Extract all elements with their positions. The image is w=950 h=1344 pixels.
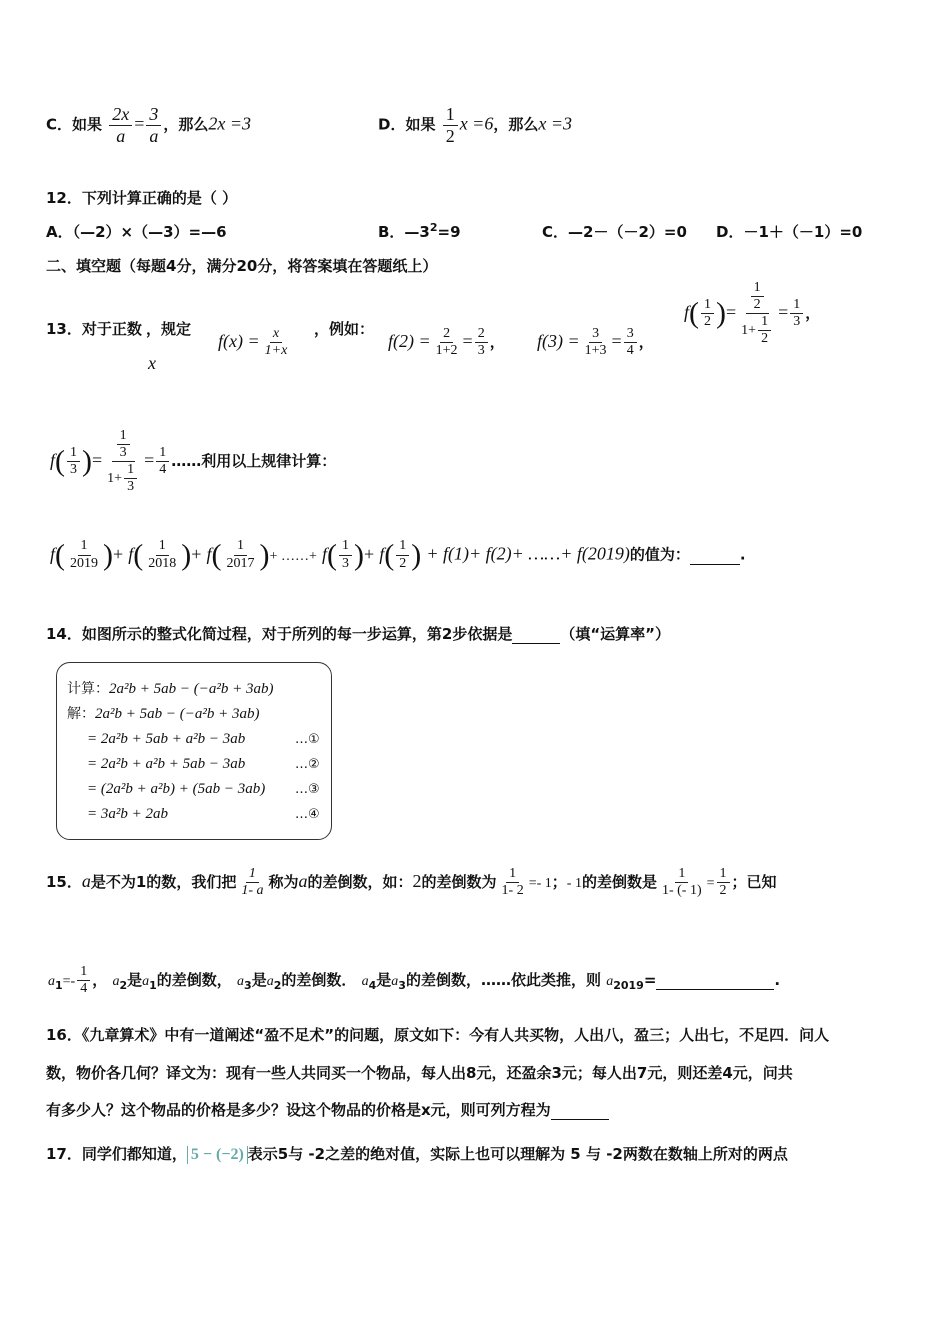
q13-sum-term-4: f( $\frac{1}{3}$ )+ bbox=[321, 538, 375, 571]
q13-sum: f( $\frac{1}{2019}$ )+ f( $\frac{1}{2018}$ )+ f( $\frac{1}{2017}$ )+ ……+ f( $\frac{1}{3}$ )+ f( $\frac{1}{2}$ ) + f(1)+ f(2)+ ……+ f(2019)的值为： . bbox=[50, 538, 746, 571]
q16-answer-blank[interactable] bbox=[551, 1101, 609, 1120]
calc-row: 计算：2a²b + 5ab − (−a²b + 3ab) bbox=[67, 681, 274, 697]
q14-stem: 14．如图所示的整式化简过程，对于所列的每一步运算，第2步依据是 （填“运算率”） bbox=[46, 625, 671, 643]
q13-ex4: f( $\frac{1}{3}$ )= $\frac{1}{3}$ 1+ $\frac{1}{3}$ = $\frac{1}{4}$ ……利用以上规律计算： bbox=[50, 428, 337, 495]
q13-var-x: x bbox=[148, 353, 156, 373]
q13-ex3: f( $\frac{1}{2}$ )= $\frac{1}{2}$ 1+ $\frac{1}{2}$ = $\frac{1}{3}$ ， bbox=[684, 280, 821, 347]
step-tag: …② bbox=[295, 757, 320, 772]
q13-answer-blank[interactable] bbox=[690, 545, 740, 565]
step-tag: …① bbox=[295, 732, 320, 747]
q12-option-a: A．（—2）×（—3）=—6 bbox=[46, 223, 227, 241]
step-row: = (2a²b + a²b) + (5ab − 3ab) …③ bbox=[67, 777, 321, 802]
q13-stem-b: ，规定 bbox=[146, 320, 192, 338]
q11-c-frac1: $\frac{2x}{a}$ bbox=[109, 104, 132, 146]
q12-option-c: C．—2－（－2）=0 bbox=[542, 223, 687, 241]
q13-sum-tail: + f(1)+ f(2)+ ……+ f(2019) bbox=[426, 543, 630, 564]
q13-sum-term-1: f( $\frac{1}{2019}$ )+ bbox=[50, 538, 124, 571]
q16-line1: 16．《九章算术》中有一道阐述“盈不足术”的问题，原文如下：今有人共买物，人出八，盈三；人出七，不足四．问人 bbox=[46, 1026, 830, 1044]
q13-ex1: f(2) = $\frac{2}{1+2}$ = $\frac{2}{3}$ ， bbox=[388, 326, 505, 359]
step-row: = 2a²b + a²b + 5ab − 3ab …② bbox=[67, 752, 321, 777]
q12-stem: 12．下列计算正确的是（ ） bbox=[46, 189, 238, 207]
q11-c-frac2: $\frac{3}{a}$ bbox=[146, 104, 161, 146]
q14-answer-blank[interactable] bbox=[512, 625, 560, 644]
q13-example: ，例如： bbox=[314, 320, 375, 338]
step-row: = 2a²b + 5ab + a²b − 3ab …① bbox=[67, 727, 321, 752]
q16-line3: 有多少人？这个物品的价格是多少？设这个物品的价格是x元，则可列方程为 bbox=[46, 1099, 609, 1120]
q13-fdef: f(x) = $\frac{x}{1+x}$ bbox=[218, 326, 288, 359]
q15-line2: $a_1=-$ $\frac{1}{4}$ ， $a_2$是$a_1$的差倒数， $a_3$是$a_2$的差倒数． $a_4$是$a_3$的差倒数，……依此类推，则 $a_{2019}=$ . bbox=[48, 964, 781, 997]
q17-abs-image: 5 − (−2) bbox=[187, 1146, 248, 1164]
q11-d-result: x =3 bbox=[538, 113, 572, 134]
q11-d-frac: $\frac{1}{2}$ bbox=[443, 104, 458, 146]
q12-option-b: B．$—3^2=9$ bbox=[378, 221, 461, 241]
step-row: = 3a²b + 2ab …④ bbox=[67, 802, 321, 827]
section-title: 二、填空题（每题4分，满分20分，将答案填在答题纸上） bbox=[46, 257, 438, 275]
q11-option-c: C．如果 $\frac{2x}{a}$ = $\frac{3}{a}$ ，那么2x =3 bbox=[46, 104, 252, 146]
q11-c-label: C．如果 bbox=[46, 115, 103, 134]
q15-line1: 15．a是不为1的数，我们把 $\frac{1}{1- a}$ 称为a的差倒数，如：2的差倒数为 $\frac{1}{1- 2}$ =- 1；- 1的差倒数是 $\frac{1}{1- (- 1)}$ = $\frac{1}{2}$ ；已知 bbox=[46, 866, 777, 899]
q13-sum-term-3: f( $\frac{1}{2017}$ )+ ……+ bbox=[206, 538, 317, 571]
step-tag: …③ bbox=[295, 782, 320, 797]
q13-sum-term-5: f( $\frac{1}{2}$ ) bbox=[379, 538, 422, 571]
solution-row: 解：2a²b + 5ab − (−a²b + 3ab) bbox=[67, 706, 260, 722]
q12-option-d: D．－1＋（－1）=0 bbox=[716, 223, 863, 241]
q13-ask: 的值为： bbox=[629, 545, 690, 564]
q11-d-label: D．如果 bbox=[378, 115, 436, 134]
q13-stem-a: 13．对于正数 bbox=[46, 320, 142, 338]
q13-sum-term-2: f( $\frac{1}{2018}$ )+ bbox=[128, 538, 202, 571]
step-tag: …④ bbox=[295, 807, 320, 822]
q11-option-d: D．如果 $\frac{1}{2}$ x =6，那么x =3 bbox=[378, 104, 572, 146]
q11-c-result: 2x =3 bbox=[208, 113, 252, 134]
q16-line2: 数，物价各几何？译文为：现有一些人共同买一个物品，每人出8元，还盈余3元；每人出7元，则还差4元，问共 bbox=[46, 1064, 793, 1082]
q17-line: 17．同学们都知道， 5 − (−2) 表示5与 -2之差的绝对值，实际上也可以理解为 5 与 -2两数在数轴上所对的两点 bbox=[46, 1145, 788, 1163]
q14-calc-box bbox=[56, 662, 332, 840]
q13-rule-text: ……利用以上规律计算： bbox=[171, 452, 337, 471]
q15-answer-blank[interactable] bbox=[656, 971, 774, 990]
q13-ex2: f(3) = $\frac{3}{1+3}$ = $\frac{3}{4}$ ， bbox=[537, 326, 654, 359]
